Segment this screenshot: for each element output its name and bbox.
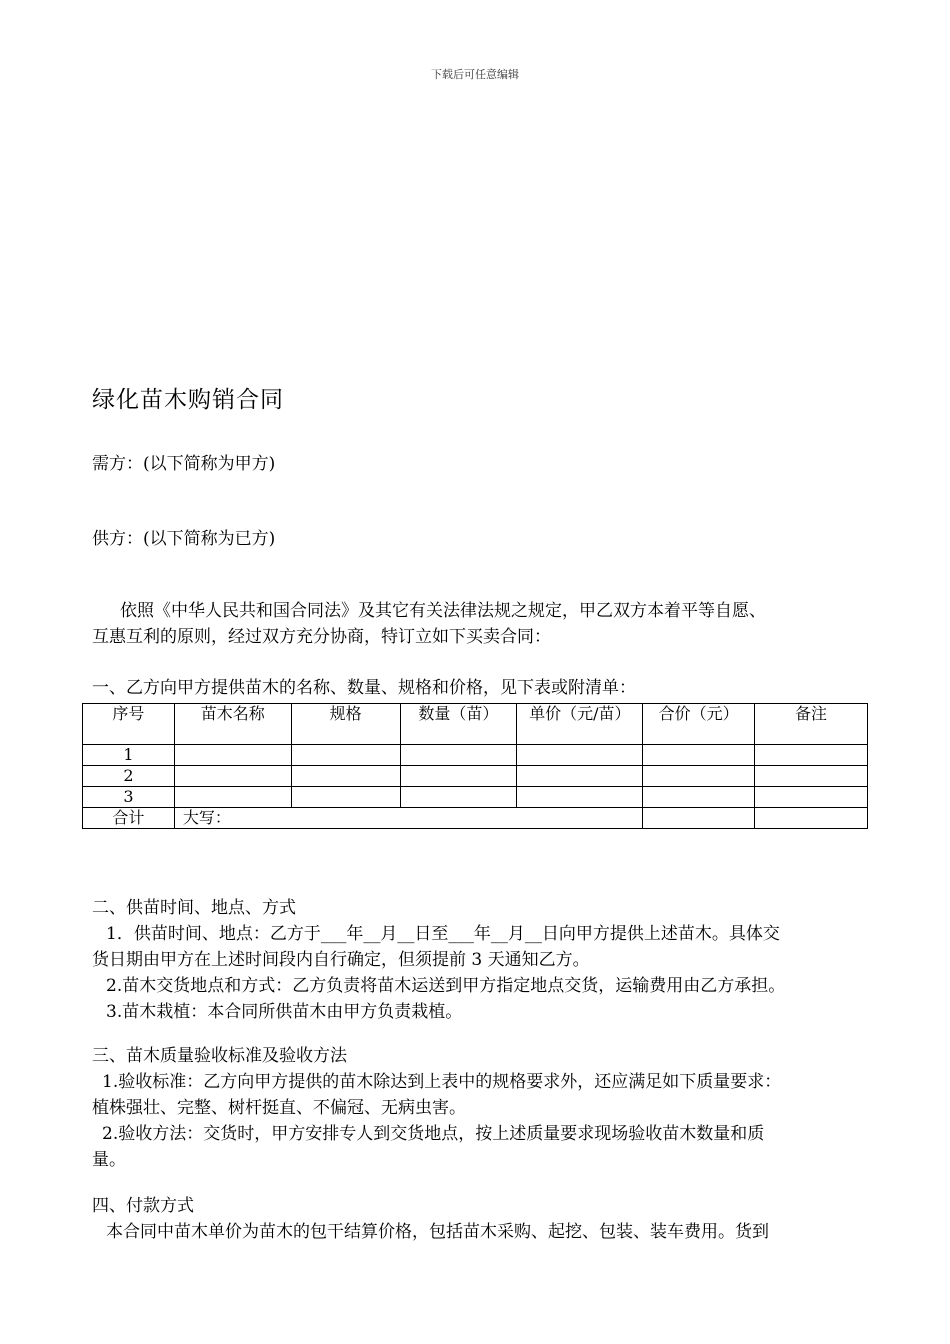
table-cell: 2 (83, 766, 175, 787)
total-label: 合计 (83, 808, 175, 829)
col-header-remark: 备注 (755, 704, 868, 745)
table-cell (755, 745, 868, 766)
table-cell (643, 745, 755, 766)
section2 (92, 895, 862, 1025)
table-cell: 1 (83, 745, 175, 766)
table-cell (755, 808, 868, 829)
table-cell: 3 (83, 787, 175, 808)
buyer-line: 需方：(以下简称为甲方) (92, 454, 276, 474)
table-cell (291, 766, 400, 787)
section3-item1-line1: 1.验收标准：乙方向甲方提供的苗木除达到上表中的规格要求外，还应满足如下质量要求： (102, 1072, 782, 1092)
table-total-row (83, 808, 868, 829)
section1-heading: 一、乙方向甲方提供苗木的名称、数量、规格和价格，见下表或附清单： (92, 678, 636, 698)
section3 (92, 1043, 862, 1173)
section2-heading: 二、供苗时间、地点、方式 (92, 898, 296, 918)
section4-heading: 四、付款方式 (92, 1196, 194, 1216)
table-row (83, 766, 868, 787)
total-in-words: 大写： (174, 808, 642, 829)
table-cell (174, 745, 291, 766)
document-title: 绿化苗木购销合同 (92, 387, 284, 413)
col-header-quantity: 数量（苗） (400, 704, 517, 745)
section3-item2-line2: 量。 (92, 1150, 126, 1170)
col-header-spec: 规格 (291, 704, 400, 745)
section2-item1-line1: 1．供苗时间、地点：乙方于___年__月__日至___年__月__日向甲方提供上述苗木。具体交 (106, 924, 780, 944)
table-cell (643, 766, 755, 787)
table-cell (755, 766, 868, 787)
table-cell (643, 808, 755, 829)
intro-paragraph (92, 598, 862, 650)
table-cell (400, 787, 517, 808)
table-row (83, 745, 868, 766)
table-header-row (83, 704, 868, 745)
table-cell (400, 745, 517, 766)
section2-item3: 3.苗木栽植：本合同所供苗木由甲方负责栽植。 (106, 1002, 463, 1022)
section3-heading: 三、苗木质量验收标准及验收方法 (92, 1046, 347, 1066)
intro-line-2: 互惠互利的原则，经过双方充分协商，特订立如下买卖合同： (92, 627, 551, 647)
section3-item2-line1: 2.验收方法：交货时，甲方安排专人到交货地点，按上述质量要求现场验收苗木数量和质 (102, 1124, 765, 1144)
table-cell (174, 766, 291, 787)
table-cell (291, 745, 400, 766)
table-cell (400, 766, 517, 787)
table-row (83, 787, 868, 808)
col-header-total-price: 合价（元） (643, 704, 755, 745)
table-cell (517, 766, 643, 787)
section3-item1-line2: 植株强壮、完整、树杆挺直、不偏冠、无病虫害。 (92, 1098, 466, 1118)
goods-table (82, 703, 868, 829)
section2-item2: 2.苗木交货地点和方式：乙方负责将苗木运送到甲方指定地点交货，运输费用由乙方承担。 (106, 976, 786, 996)
section4 (92, 1193, 862, 1245)
intro-line-1: 依照《中华人民共和国合同法》及其它有关法律法规之规定，甲乙双方本着平等自愿、 (120, 601, 766, 621)
supplier-line: 供方：(以下简称为已方) (92, 529, 276, 549)
section4-line1: 本合同中苗木单价为苗木的包干结算价格，包括苗木采购、起挖、包装、装车费用。货到 (106, 1222, 769, 1242)
col-header-unit-price: 单价（元/苗） (517, 704, 643, 745)
table-cell (517, 787, 643, 808)
col-header-name: 苗木名称 (174, 704, 291, 745)
page-header-note: 下载后可任意编辑 (431, 68, 519, 81)
table-cell (291, 787, 400, 808)
section2-item1-line2: 货日期由甲方在上述时间段内自行确定，但须提前 3 天通知乙方。 (92, 950, 590, 970)
table-cell (174, 787, 291, 808)
table-cell (755, 787, 868, 808)
col-header-index: 序号 (83, 704, 175, 745)
table-cell (517, 745, 643, 766)
table-cell (643, 787, 755, 808)
